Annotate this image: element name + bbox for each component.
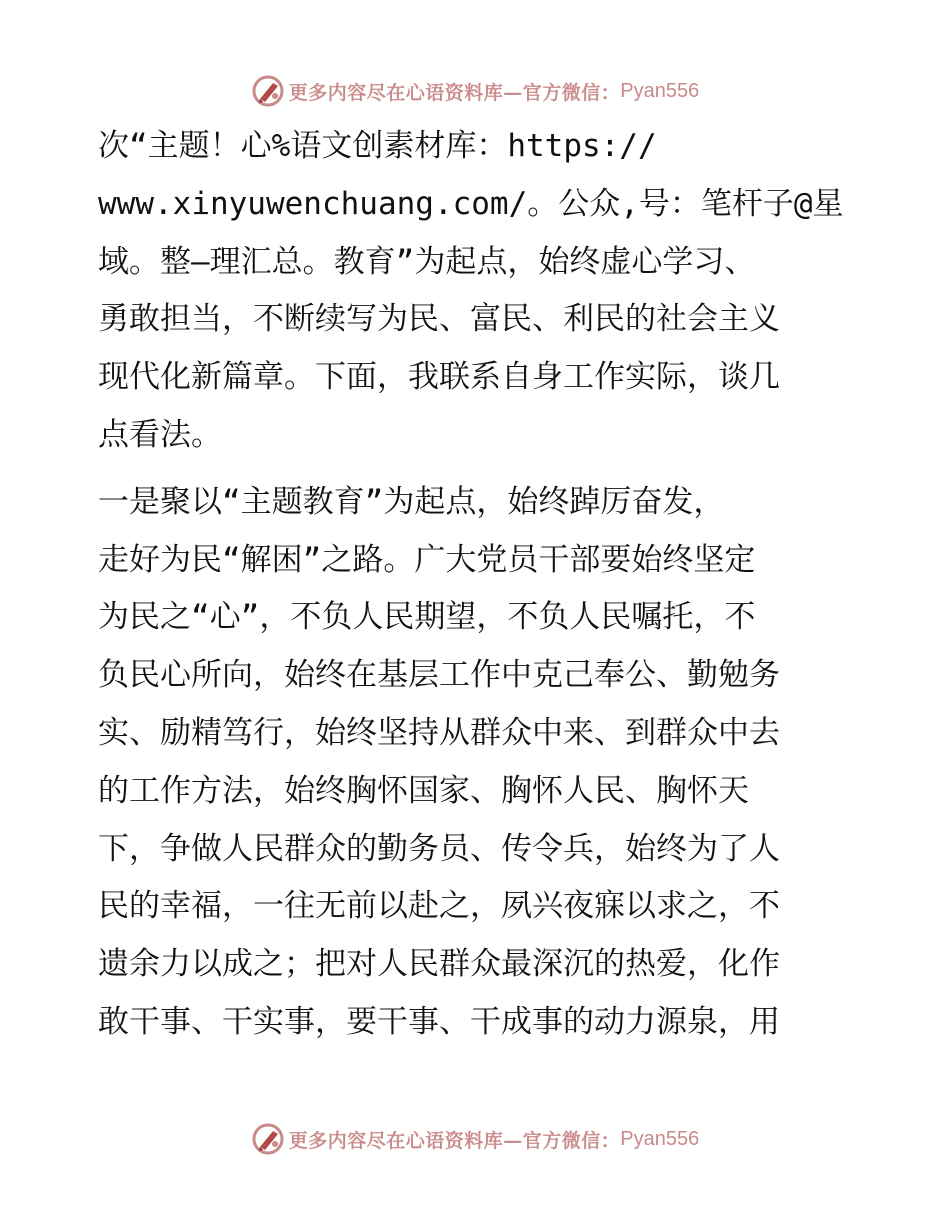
text-line: 负民心所向，始终在基层工作中克己奉公、勤勉务	[98, 657, 780, 694]
text-line: 下，争做人民群众的勤务员、传令兵，始终为了人	[98, 830, 780, 867]
text-line: 一是聚以“主题教育”为起点，始终踔厉奋发，	[98, 483, 725, 520]
paragraph-2	[98, 474, 858, 1052]
text-line: 民的幸福，一往无前以赴之，夙兴夜寐以求之，不	[98, 888, 780, 925]
header-slogan: 更多内容尽在心语资料库—官方微信：	[288, 81, 621, 104]
header-banner	[0, 71, 950, 111]
footer-banner	[0, 1119, 950, 1159]
text-line: 点看法。	[98, 416, 222, 453]
paragraph-gap	[98, 465, 858, 474]
header-wechat-id: Pyan556	[620, 79, 700, 102]
paragraph-1	[98, 118, 858, 465]
text-line: 敢干事、干实事，要干事、干成事的动力源泉，用	[98, 1003, 780, 1040]
text-line: 现代化新篇章。下面，我联系自身工作实际，谈几	[98, 359, 780, 396]
body-text	[98, 118, 858, 1052]
text-line: 实、励精笃行，始终坚持从群众中来、到群众中去	[98, 714, 780, 751]
text-line: www.xinyuwenchuang.com/。公众,号：笔杆子@星	[98, 185, 844, 222]
text-line: 勇敢担当，不断续写为民、富民、利民的社会主义	[98, 301, 780, 338]
pen-seal-logo-icon	[251, 1122, 285, 1156]
text-line: 走好为民“解困”之路。广大党员干部要始终坚定	[98, 541, 756, 578]
text-line: 为民之“心”，不负人民期望，不负人民嘱托，不	[98, 599, 756, 636]
text-line: 域。整—理汇总。教育”为起点，始终虚心学习、	[98, 243, 756, 280]
text-line: 次“主题！心%语文创素材库：https://	[98, 128, 657, 164]
text-line: 的工作方法，始终胸怀国家、胸怀人民、胸怀天	[98, 772, 749, 809]
text-line: 遗余力以成之；把对人民群众最深沉的热爱，化作	[98, 946, 780, 983]
footer-slogan: 更多内容尽在心语资料库—官方微信：	[288, 1129, 621, 1152]
footer-wechat-id: Pyan556	[620, 1127, 700, 1150]
pen-seal-logo-icon	[251, 74, 285, 108]
